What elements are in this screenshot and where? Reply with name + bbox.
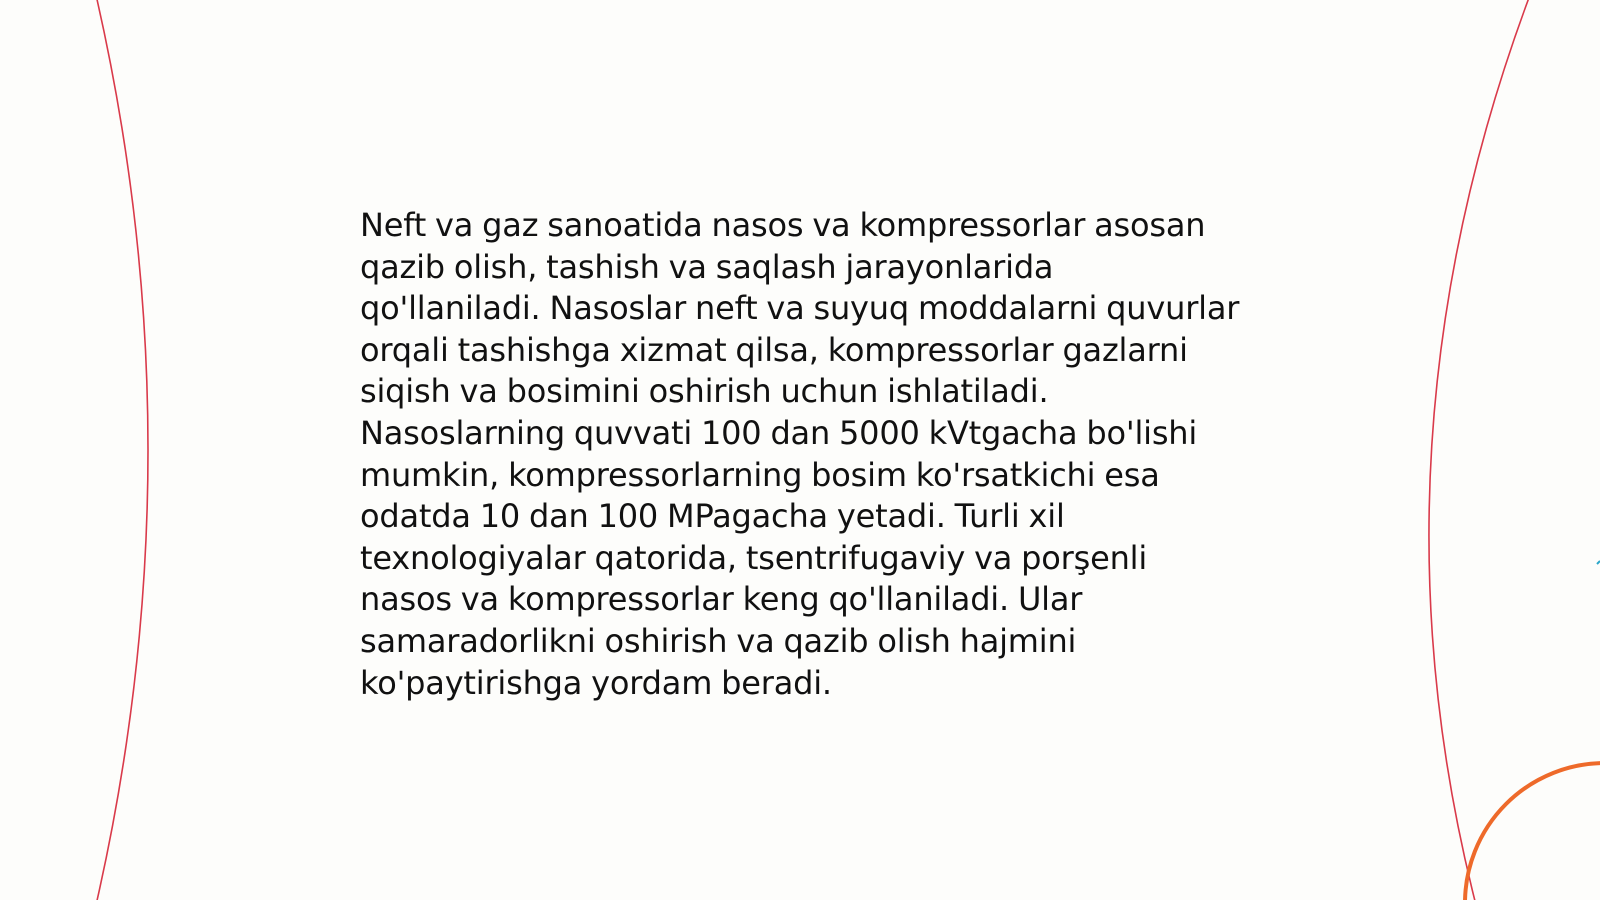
- left-red-curve: [96, 0, 148, 900]
- bottom-right-orange-circle: [1465, 763, 1600, 900]
- right-red-curve: [1429, 0, 1530, 900]
- slide-body-text: Neft va gaz sanoatida nasos va kompressorlar asosan qazib olish, tashish va saqlash jarayonlarida qo'llaniladi. Nasoslar neft va suyuq moddalarni quvurlar orqali tashishga xizmat qilsa, kompressorlar gazlarni siqish va bosimini oshirish uchun ishlatiladi. Nasoslarning quvvati 100 dan 5000 kVtgacha bo'lishi mumkin, kompressorlarning bosim ko'rsatkichi esa odatda 10 dan 100 MPagacha yetadi. Turli xil texnologiyalar qatorida, tsentrifugaviy va porşenli nasos va kompressorlar keng qo'llaniladi. Ular samaradorlikni oshirish va qazib olish hajmini ko'paytirishga yordam beradi.: [360, 206, 1240, 702]
